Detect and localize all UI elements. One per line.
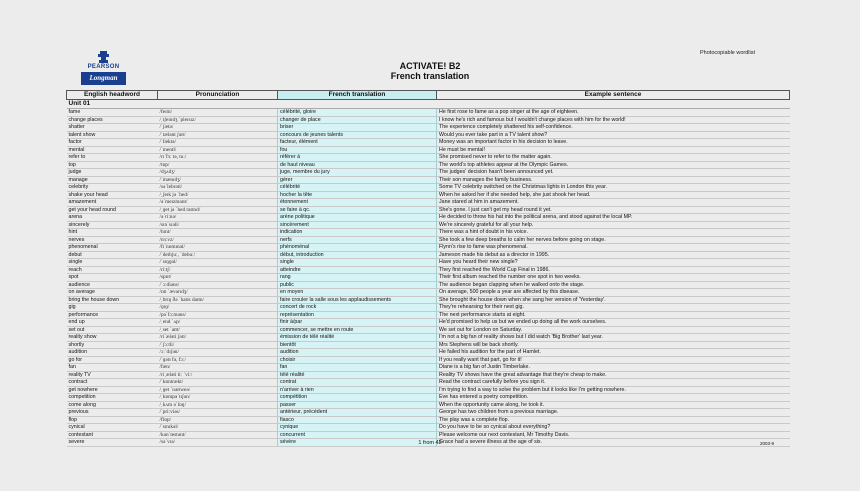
french-cell: antérieur, précédent	[278, 409, 437, 417]
example-cell: Jane stared at him in amazement.	[437, 199, 790, 207]
french-cell: juge, membre du jury	[278, 169, 437, 177]
table-row	[67, 401, 790, 409]
table-row	[67, 281, 790, 289]
example-cell: Have you heard their new single?	[437, 259, 790, 267]
example-cell: The judges' decision hasn't been announced yet.	[437, 169, 790, 177]
pronunciation-cell: /ˌɡet ˈnəʊweə/	[158, 386, 278, 394]
example-cell: He failed his audition for the part of Hamlet.	[437, 349, 790, 357]
table-row	[67, 379, 790, 387]
wordlist-table	[66, 90, 790, 447]
headword-cell: bring the house down	[67, 296, 158, 304]
table-row	[67, 206, 790, 214]
pronunciation-cell: /ˌkɒmpəˈtɪʃən/	[158, 394, 278, 402]
example-cell: Read the contract carefully before you sign it.	[437, 379, 790, 387]
table-row	[67, 259, 790, 267]
table-row	[67, 109, 790, 117]
table-row	[67, 364, 790, 372]
example-cell: Please welcome our next contestant, Mr Timothy Davis.	[437, 431, 790, 439]
french-cell: étonnement	[278, 199, 437, 207]
headword-cell: change places	[67, 116, 158, 124]
example-cell: Diane is a big fan of Justin Timberlake.	[437, 364, 790, 372]
headword-cell: shortly	[67, 341, 158, 349]
example-cell: I'm not a big fan of reality shows but I did watch 'Big Brother' last year.	[437, 334, 790, 342]
pronunciation-cell: /riˈæləti ʃəʊ/	[158, 334, 278, 342]
french-cell: représentation	[278, 311, 437, 319]
french-cell: célébrité, gloire	[278, 109, 437, 117]
french-cell: de haut niveau	[278, 161, 437, 169]
example-cell: We're sincerely grateful for all your help.	[437, 221, 790, 229]
headword-cell: mental	[67, 146, 158, 154]
pronunciation-cell: /kənˈtestənt/	[158, 431, 278, 439]
example-cell: Eve has entered a poetry competition.	[437, 394, 790, 402]
pronunciation-cell: /səˈvɪə/	[158, 439, 278, 447]
headword-cell: audience	[67, 281, 158, 289]
table-row	[67, 416, 790, 424]
french-cell: atteindre	[278, 266, 437, 274]
example-cell: Jameson made his debut as a director in 1995.	[437, 251, 790, 259]
french-cell: cynique	[278, 424, 437, 432]
pronunciation-cell: /feɪm/	[158, 109, 278, 117]
pronunciation-cell: /səˈlebrəti/	[158, 184, 278, 192]
table-row	[67, 349, 790, 357]
headword-cell: reach	[67, 266, 158, 274]
french-cell: concert de rock	[278, 304, 437, 312]
pronunciation-cell: /əˈmeɪzmənt/	[158, 199, 278, 207]
example-cell: Their first album reached the number one spot in two weeks.	[437, 274, 790, 282]
headword-cell: competition	[67, 394, 158, 402]
pronunciation-cell: /ˈʃætə/	[158, 124, 278, 132]
header-french: French translation	[278, 91, 437, 100]
headword-cell: spot	[67, 274, 158, 282]
headword-cell: nerves	[67, 236, 158, 244]
example-cell: Mrs Stephens will be back shortly.	[437, 341, 790, 349]
table-row	[67, 334, 790, 342]
table-row	[67, 214, 790, 222]
header-english: English headword	[67, 91, 158, 100]
headword-cell: single	[67, 259, 158, 267]
pronunciation-cell: /riˌæləti tiː ˈviː/	[158, 371, 278, 379]
headword-cell: get nowhere	[67, 386, 158, 394]
pronunciation-cell: /əˈriːnə/	[158, 214, 278, 222]
table-row	[67, 154, 790, 162]
table-row	[67, 229, 790, 237]
pronunciation-cell: /hɪnt/	[158, 229, 278, 237]
unit-label: Unit 01	[67, 100, 790, 109]
example-cell: Flynn's rise to fame was phenomenal.	[437, 244, 790, 252]
pronunciation-cell: /ˌbrɪŋ ðə ˈhaʊs daʊn/	[158, 296, 278, 304]
headword-cell: end up	[67, 319, 158, 327]
headword-cell: fan	[67, 364, 158, 372]
example-cell: On average, 500 people a year are affected by this disease.	[437, 289, 790, 297]
table-row	[67, 394, 790, 402]
french-cell: choisir	[278, 356, 437, 364]
table-row	[67, 386, 790, 394]
table-row	[67, 319, 790, 327]
example-cell: She took a few deep breaths to calm her nerves before going on stage.	[437, 236, 790, 244]
table-row	[67, 356, 790, 364]
example-cell: I know he's rich and famous but I wouldn't change places with him for the world!	[437, 116, 790, 124]
pronunciation-cell: /ˌʃeɪk jə ˈhed/	[158, 191, 278, 199]
page-number: 1 from 42	[418, 440, 442, 446]
example-cell: Grace had a severe illness at the age of six.	[437, 439, 790, 447]
french-cell: passer	[278, 401, 437, 409]
table-row	[67, 221, 790, 229]
pronunciation-cell: /flɒp/	[158, 416, 278, 424]
headword-cell: fame	[67, 109, 158, 117]
pronunciation-cell: /ˌtʃeɪndʒ ˈpleɪsɪz/	[158, 116, 278, 124]
french-cell: phénoménal	[278, 244, 437, 252]
table-row	[67, 191, 790, 199]
headword-cell: manage	[67, 176, 158, 184]
pronunciation-cell: /ˈɔːdiəns/	[158, 281, 278, 289]
table-row	[67, 139, 790, 147]
table-row	[67, 431, 790, 439]
table-row	[67, 341, 790, 349]
example-cell: She's gone. I just can't get my head round it yet.	[437, 206, 790, 214]
table-row	[67, 274, 790, 282]
table-row	[67, 176, 790, 184]
table-row	[67, 169, 790, 177]
french-cell: n'arriver à rien	[278, 386, 437, 394]
example-cell: Do you have to be so cynical about everything?	[437, 424, 790, 432]
headword-cell: contestant	[67, 431, 158, 439]
headword-cell: come along	[67, 401, 158, 409]
pronunciation-cell: /pəˈfɔːməns/	[158, 311, 278, 319]
headword-cell: factor	[67, 139, 158, 147]
headword-cell: set out	[67, 326, 158, 334]
french-cell: gérer	[278, 176, 437, 184]
pronunciation-cell: /ɒn ˈævərɪdʒ/	[158, 289, 278, 297]
example-cell: They first reached the World Cup Final in 1986.	[437, 266, 790, 274]
pronunciation-cell: /rɪˈfɜː tə, tuː/	[158, 154, 278, 162]
unit-row	[67, 100, 790, 109]
pronunciation-cell: /ɔːˈdɪʃən/	[158, 349, 278, 357]
headword-cell: phenomenal	[67, 244, 158, 252]
example-cell: I'm trying to find a way to solve the problem but it looks like I'm getting nowhere.	[437, 386, 790, 394]
pronunciation-cell: /sɪnˈsɪəli/	[158, 221, 278, 229]
french-cell: célébrité	[278, 184, 437, 192]
example-cell: George has two children from a previous marriage.	[437, 409, 790, 417]
header-example: Example sentence	[437, 91, 790, 100]
french-cell: hocher la tête	[278, 191, 437, 199]
headword-cell: talent show	[67, 131, 158, 139]
headword-cell: reality TV	[67, 371, 158, 379]
table-row	[67, 116, 790, 124]
example-cell: The experience completely shattered his self-confidence.	[437, 124, 790, 132]
pronunciation-cell: /ˈfæktə/	[158, 139, 278, 147]
french-cell: référer à	[278, 154, 437, 162]
pronunciation-cell: /ˌɡet jə ˈhed raʊnd/	[158, 206, 278, 214]
example-cell: Reality TV shows have the great advantage that they're cheap to make.	[437, 371, 790, 379]
headword-cell: amazement	[67, 199, 158, 207]
headword-cell: cynical	[67, 424, 158, 432]
french-cell: en moyen	[278, 289, 437, 297]
document-code: 2003-9	[760, 441, 775, 446]
french-cell: fan	[278, 364, 437, 372]
headword-cell: shatter	[67, 124, 158, 132]
headword-cell: arena	[67, 214, 158, 222]
french-cell: finir à/par	[278, 319, 437, 327]
headword-cell: celebrity	[67, 184, 158, 192]
pronunciation-cell: /ˈtælənt ʃəʊ/	[158, 131, 278, 139]
french-cell: single	[278, 259, 437, 267]
table-row	[67, 124, 790, 132]
table-row	[67, 326, 790, 334]
table-row	[67, 184, 790, 192]
french-cell: facteur, élément	[278, 139, 437, 147]
pronunciation-cell: /ˈkɒntrækt/	[158, 379, 278, 387]
example-cell: Would you ever take part in a TV talent show?	[437, 131, 790, 139]
example-cell: There was a hint of doubt in his voice.	[437, 229, 790, 237]
pronunciation-cell: /ˈʃɔːtli/	[158, 341, 278, 349]
page-title: ACTIVATE! B2	[399, 61, 461, 71]
headword-cell: get your head round	[67, 206, 158, 214]
table-row	[67, 311, 790, 319]
headword-cell: shake your head	[67, 191, 158, 199]
french-cell: briser	[278, 124, 437, 132]
table-row	[67, 251, 790, 259]
example-cell: Money was an important factor in his decision to leave.	[437, 139, 790, 147]
pronunciation-cell: /ˈsɪnɪkəl/	[158, 424, 278, 432]
page-subtitle: French translation	[390, 71, 470, 81]
french-cell: concurrent	[278, 431, 437, 439]
example-cell: He must be mental!	[437, 146, 790, 154]
example-cell: When he asked her if she needed help, she just shook her head.	[437, 191, 790, 199]
french-cell: sincèrement	[278, 221, 437, 229]
table-row	[67, 296, 790, 304]
french-cell: rang	[278, 274, 437, 282]
table-row	[67, 131, 790, 139]
table-row	[67, 289, 790, 297]
example-cell: We set out for London on Saturday.	[437, 326, 790, 334]
french-cell: début, introduction	[278, 251, 437, 259]
pronunciation-cell: /ˈdeɪbjuː, ˈdebuː/	[158, 251, 278, 259]
headword-cell: go for	[67, 356, 158, 364]
example-cell: Some TV celebrity switched on the Christmas lights in London this year.	[437, 184, 790, 192]
headword-cell: previous	[67, 409, 158, 417]
headword-cell: refer to	[67, 154, 158, 162]
pronunciation-cell: /ˈɡəʊ fə, fɔː/	[158, 356, 278, 364]
french-cell: indication	[278, 229, 437, 237]
example-cell: He decided to throw his hat into the political arena, and stood against the local MP.	[437, 214, 790, 222]
pronunciation-cell: /riːtʃ/	[158, 266, 278, 274]
logo-longman-text: Longman	[81, 72, 126, 85]
pronunciation-cell: /ɡɪɡ/	[158, 304, 278, 312]
logo-pearson-text: PEARSON	[87, 64, 120, 70]
table-row	[67, 304, 790, 312]
example-cell: They're rehearsing for their next gig.	[437, 304, 790, 312]
pronunciation-cell: /nɜːvz/	[158, 236, 278, 244]
pronunciation-cell: /tɒp/	[158, 161, 278, 169]
example-cell: Their son manages the family business.	[437, 176, 790, 184]
headword-cell: audition	[67, 349, 158, 357]
headword-cell: severe	[67, 439, 158, 447]
example-cell: When the opportunity came along, he took it.	[437, 401, 790, 409]
example-cell: The play was a complete flop.	[437, 416, 790, 424]
table-row	[67, 244, 790, 252]
example-cell: He'd promised to help us but we ended up doing all the work ourselves.	[437, 319, 790, 327]
pronunciation-cell: /ˈpriːviəs/	[158, 409, 278, 417]
pronunciation-cell: /ˌkʌm əˈlɒŋ/	[158, 401, 278, 409]
french-cell: audition	[278, 349, 437, 357]
photocopiable-note: Photocopiable wordlist	[700, 50, 756, 56]
french-cell: commencer, se mettre en route	[278, 326, 437, 334]
headword-cell: gig	[67, 304, 158, 312]
french-cell: public	[278, 281, 437, 289]
pronunciation-cell: /ˈsɪŋɡəl/	[158, 259, 278, 267]
pronunciation-cell: /spɒt/	[158, 274, 278, 282]
example-cell: The audience began clapping when he walked onto the stage.	[437, 281, 790, 289]
french-cell: compétition	[278, 394, 437, 402]
pronunciation-cell: /dʒʌdʒ/	[158, 169, 278, 177]
example-cell: She brought the house down when she sang her version of 'Yesterday'.	[437, 296, 790, 304]
table-row	[67, 236, 790, 244]
headword-cell: on average	[67, 289, 158, 297]
french-cell: fou	[278, 146, 437, 154]
table-row	[67, 199, 790, 207]
header-pronunciation: Pronunciation	[158, 91, 278, 100]
pronunciation-cell: /ˈmentl/	[158, 146, 278, 154]
headword-cell: debut	[67, 251, 158, 259]
example-cell: He first rose to fame as a pop singer at the age of eighteen.	[437, 109, 790, 117]
example-cell: She promised never to refer to the matter again.	[437, 154, 790, 162]
french-cell: changer de place	[278, 116, 437, 124]
pronunciation-cell: /ˌset ˈaʊt/	[158, 326, 278, 334]
example-cell: If you really want that part, go for it!	[437, 356, 790, 364]
french-cell: contrat	[278, 379, 437, 387]
french-cell: émission de télé réalité	[278, 334, 437, 342]
headword-cell: performance	[67, 311, 158, 319]
french-cell: se faire à qc.	[278, 206, 437, 214]
table-row	[67, 409, 790, 417]
french-cell: sévère	[278, 439, 437, 447]
headword-cell: contract	[67, 379, 158, 387]
example-cell: The world's top athletes appear at the Olympic Games.	[437, 161, 790, 169]
french-cell: faire crouler la salle sous les applaudissements	[278, 296, 437, 304]
pronunciation-cell: /fɪˈnɒmɪnəl/	[158, 244, 278, 252]
headword-cell: flop	[67, 416, 158, 424]
headword-cell: top	[67, 161, 158, 169]
french-cell: télé réalité	[278, 371, 437, 379]
french-cell: concours de jeunes talents	[278, 131, 437, 139]
headword-cell: reality show	[67, 334, 158, 342]
table-header-row	[67, 91, 790, 100]
french-cell: arène politique	[278, 214, 437, 222]
table-row	[67, 146, 790, 154]
pronunciation-cell: /fæn/	[158, 364, 278, 372]
pronunciation-cell: /ˌend ˈʌp/	[158, 319, 278, 327]
example-cell: The next performance starts at eight.	[437, 311, 790, 319]
headword-cell: judge	[67, 169, 158, 177]
headword-cell: hint	[67, 229, 158, 237]
french-cell: fiasco	[278, 416, 437, 424]
table-row	[67, 161, 790, 169]
table-row	[67, 371, 790, 379]
table-row	[67, 424, 790, 432]
french-cell: bientôt	[278, 341, 437, 349]
table-row	[67, 266, 790, 274]
headword-cell: sincerely	[67, 221, 158, 229]
pronunciation-cell: /ˈmænɪdʒ/	[158, 176, 278, 184]
french-cell: nerfs	[278, 236, 437, 244]
